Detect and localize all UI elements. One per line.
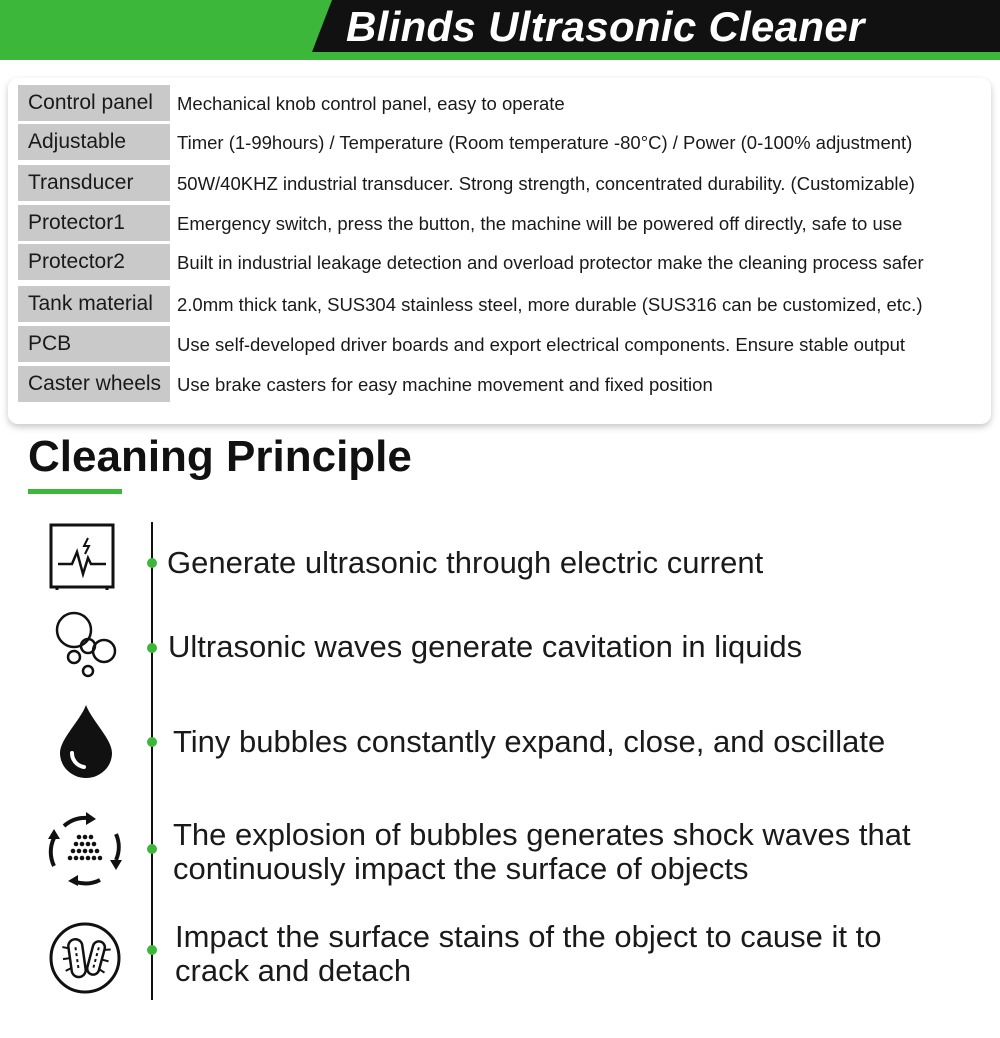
spec-value: Use self-developed driver boards and export electrical components. Ensure stable output: [177, 334, 906, 355]
spec-label: Tank material: [18, 286, 170, 322]
spec-value: Built in industrial leakage detection and overload protector make the cleaning process safer: [177, 252, 924, 273]
step-text: Ultrasonic waves generate cavitation in liquids: [168, 629, 803, 664]
spec-label: PCB: [18, 326, 170, 362]
spec-value: Mechanical knob control panel, easy to operate: [177, 93, 565, 114]
spec-label: Transducer: [18, 165, 170, 201]
step-text: Generate ultrasonic through electric current: [167, 545, 764, 580]
step-text: Tiny bubbles constantly expand, close, and oscillate: [173, 724, 886, 759]
spec-label: Control panel: [18, 85, 170, 121]
spec-label: Adjustable: [18, 124, 170, 160]
step-marker: [147, 643, 157, 653]
spec-value: Emergency switch, press the button, the machine will be powered off directly, safe to use: [177, 213, 903, 234]
spec-value: Timer (1-99hours) / Temperature (Room temperature -80°C) / Power (0-100% adjustment): [177, 132, 913, 153]
spec-value: 50W/40KHZ industrial transducer. Strong strength, concentrated durability. (Customizable): [177, 173, 915, 194]
header-banner: [0, 0, 1000, 62]
spec-label: Protector2: [18, 244, 170, 280]
electric-current-icon: [48, 522, 116, 595]
step-text: continuously impact the surface of objects: [173, 851, 749, 886]
page-title: Blinds Ultrasonic Cleaner: [346, 3, 865, 50]
section-title: Cleaning Principle: [28, 432, 412, 481]
bacteria-icon: [48, 921, 122, 1000]
step-text: Impact the surface stains of the object to cause it to: [175, 919, 882, 954]
shock-wave-icon: [48, 812, 122, 891]
spec-label: Protector1: [18, 205, 170, 241]
step-marker: [147, 844, 157, 854]
section-underline: [28, 489, 122, 494]
timeline-line: [151, 522, 153, 1000]
step-marker: [147, 945, 157, 955]
spec-value: 2.0mm thick tank, SUS304 stainless steel, more durable (SUS316 can be customized, etc.): [177, 294, 923, 315]
spec-label: Caster wheels: [18, 366, 170, 402]
spec-value: Use brake casters for easy machine movement and fixed position: [177, 374, 713, 395]
step-text: The explosion of bubbles generates shock waves that: [173, 817, 911, 852]
bubbles-icon: [52, 610, 120, 683]
step-marker: [147, 737, 157, 747]
step-text: crack and detach: [175, 953, 412, 988]
water-drop-icon: [58, 703, 114, 784]
step-marker: [147, 558, 157, 568]
